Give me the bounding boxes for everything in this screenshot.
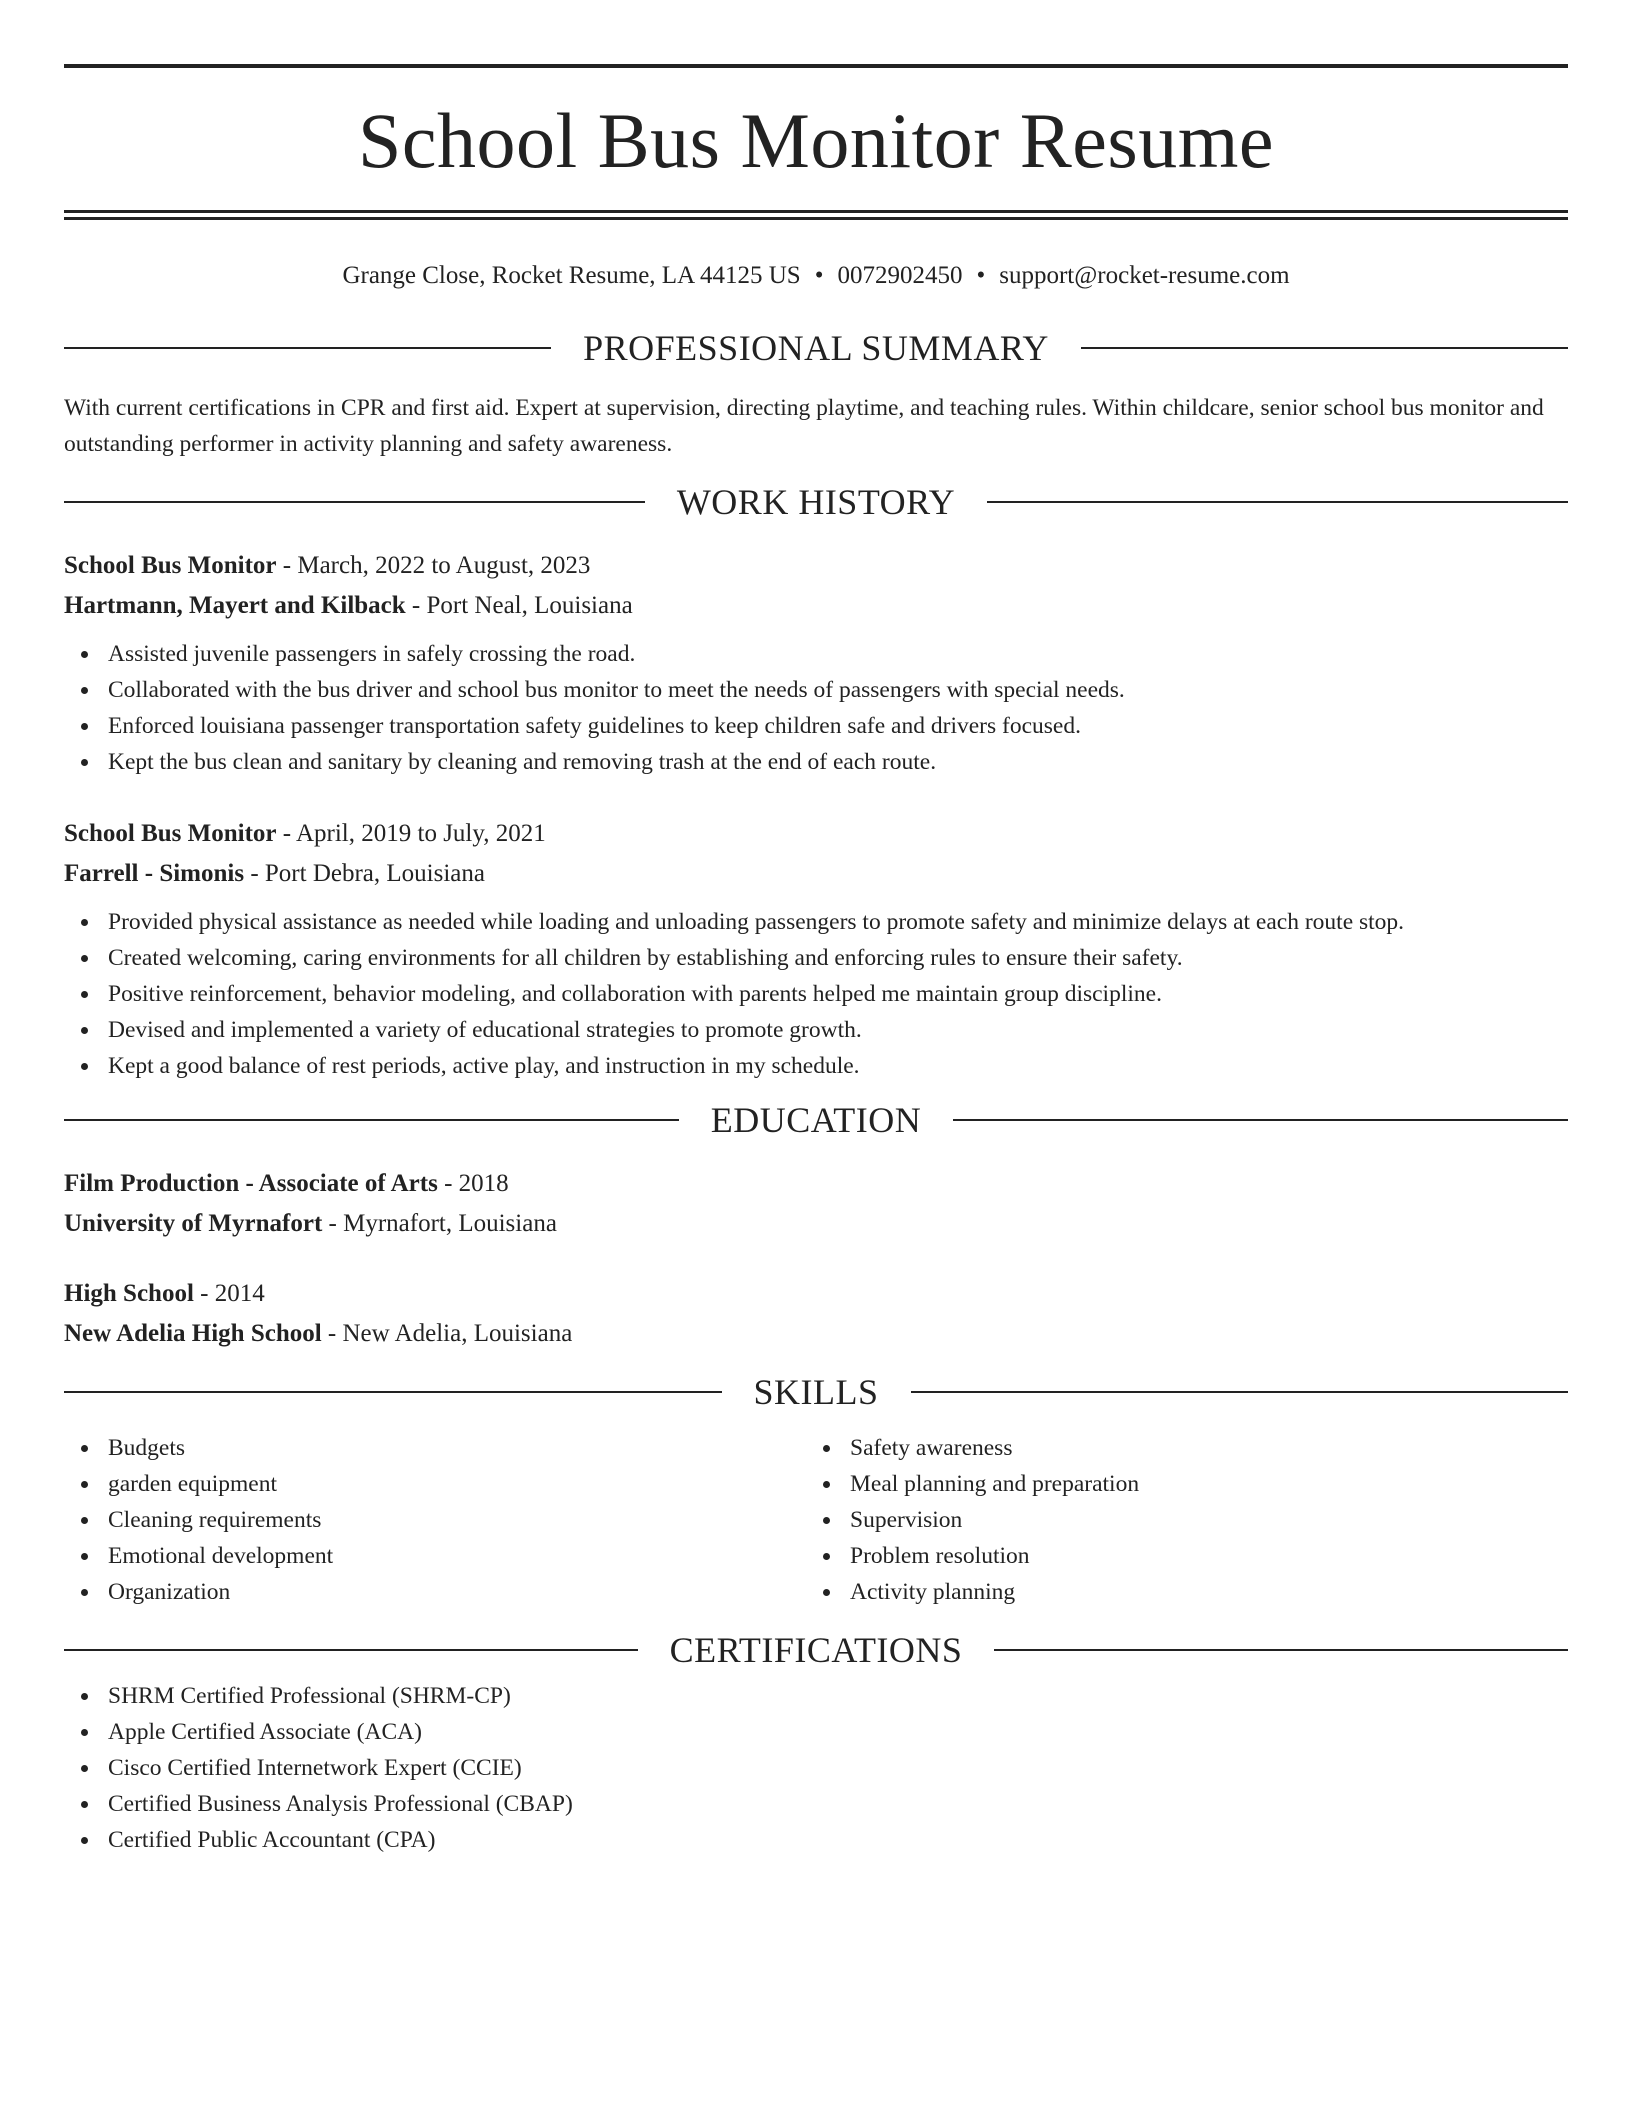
contact-line: [64, 256, 1568, 296]
title-double-rule: [64, 210, 1568, 220]
job-company-line: [64, 854, 1568, 894]
job-location: - Port Neal, Louisiana: [405, 592, 633, 619]
list-item: Positive reinforcement, behavior modeling, and collaboration with parents helped me maintain group discipline.: [64, 976, 1568, 1012]
degree: High School: [64, 1280, 194, 1307]
section-heading-work-history: [64, 484, 1568, 520]
heading-rule-left: [64, 1649, 638, 1651]
list-item: Budgets: [64, 1430, 806, 1466]
school-location: - Myrnafort, Louisiana: [322, 1210, 557, 1237]
section-title: EDUCATION: [710, 1100, 922, 1140]
degree-line: [64, 1274, 1568, 1314]
heading-rule-right: [994, 1649, 1568, 1651]
job-bullets: [64, 636, 1568, 780]
contact-address: Grange Close, Rocket Resume, LA 44125 US: [342, 262, 801, 289]
list-item: Provided physical assistance as needed while loading and unloading passengers to promote safety and minimize delays at each route stop.: [64, 904, 1568, 940]
certifications-list: [64, 1678, 1568, 1858]
job-location: - Port Debra, Louisiana: [244, 860, 485, 887]
job-company: Hartmann, Mayert and Kilback: [64, 592, 406, 619]
skills-grid: [64, 1420, 1568, 1610]
section-heading-summary: [64, 330, 1568, 366]
job-dates: - March, 2022 to August, 2023: [276, 552, 591, 579]
school-line: [64, 1204, 1568, 1244]
list-item: Supervision: [806, 1502, 1548, 1538]
contact-separator: •: [814, 262, 824, 289]
list-item: Kept the bus clean and sanitary by cleaning and removing trash at the end of each route.: [64, 744, 1568, 780]
job-title: School Bus Monitor: [64, 820, 277, 847]
section-heading-skills: [64, 1374, 1568, 1410]
contact-separator: •: [976, 262, 986, 289]
section-title: WORK HISTORY: [676, 482, 956, 522]
top-rule: [64, 64, 1568, 68]
heading-rule-right: [987, 501, 1568, 503]
list-item: Kept a good balance of rest periods, active play, and instruction in my schedule.: [64, 1048, 1568, 1084]
list-item: Devised and implemented a variety of educational strategies to promote growth.: [64, 1012, 1568, 1048]
list-item: garden equipment: [64, 1466, 806, 1502]
skills-column-left: [64, 1430, 806, 1610]
heading-rule-right: [953, 1119, 1568, 1121]
skills-column-right: [806, 1430, 1548, 1610]
job-company-line: [64, 586, 1568, 626]
list-item: Problem resolution: [806, 1538, 1548, 1574]
heading-rule-right: [1081, 347, 1568, 349]
list-item: Created welcoming, caring environments for all children by establishing and enforcing rules to ensure their safety.: [64, 940, 1568, 976]
list-item: Collaborated with the bus driver and school bus monitor to meet the needs of passengers with special needs.: [64, 672, 1568, 708]
resume-title: School Bus Monitor Resume: [357, 97, 1274, 184]
list-item: Organization: [64, 1574, 806, 1610]
section-title: PROFESSIONAL SUMMARY: [583, 328, 1049, 368]
heading-rule-left: [64, 347, 551, 349]
section-title: CERTIFICATIONS: [669, 1630, 963, 1670]
list-item: Enforced louisiana passenger transportation safety guidelines to keep children safe and drivers focused.: [64, 708, 1568, 744]
grad-year: - 2018: [437, 1170, 509, 1197]
education-entry: [64, 1274, 1568, 1354]
list-item: Apple Certified Associate (ACA): [64, 1714, 1568, 1750]
list-item: Meal planning and preparation: [806, 1466, 1548, 1502]
section-heading-certifications: [64, 1632, 1568, 1668]
grad-year: - 2014: [193, 1280, 265, 1307]
summary-text: With current certifications in CPR and first aid. Expert at supervision, directing playtime, and teaching rules. Within childcare, senior school bus monitor and outstanding performer in activity planning and safety awareness.: [64, 395, 1544, 457]
school-name: New Adelia High School: [64, 1320, 322, 1347]
job-bullets: [64, 904, 1568, 1084]
section-title: SKILLS: [753, 1372, 879, 1412]
job-entry: [64, 814, 1568, 1084]
section-heading-education: [64, 1102, 1568, 1138]
degree-line: [64, 1164, 1568, 1204]
contact-email[interactable]: support@rocket-resume.com: [999, 262, 1290, 289]
heading-rule-right: [911, 1391, 1569, 1393]
list-item: Cisco Certified Internetwork Expert (CCIE): [64, 1750, 1568, 1786]
list-item: SHRM Certified Professional (SHRM-CP): [64, 1678, 1568, 1714]
job-title: School Bus Monitor: [64, 552, 277, 579]
list-item: Assisted juvenile passengers in safely crossing the road.: [64, 636, 1568, 672]
heading-rule-left: [64, 1119, 679, 1121]
school-location: - New Adelia, Louisiana: [321, 1320, 573, 1347]
list-item: Safety awareness: [806, 1430, 1548, 1466]
heading-rule-left: [64, 1391, 722, 1393]
education-entry: [64, 1164, 1568, 1244]
resume-page: [64, 64, 1568, 1858]
heading-rule-left: [64, 501, 645, 503]
job-dates: - April, 2019 to July, 2021: [276, 820, 546, 847]
job-title-line: [64, 814, 1568, 854]
job-company: Farrell - Simonis: [64, 860, 245, 887]
list-item: Certified Business Analysis Professional (CBAP): [64, 1786, 1568, 1822]
contact-phone: 0072902450: [837, 262, 963, 289]
list-item: Activity planning: [806, 1574, 1548, 1610]
job-title-line: [64, 546, 1568, 586]
list-item: Emotional development: [64, 1538, 806, 1574]
degree: Film Production - Associate of Arts: [64, 1170, 438, 1197]
school-name: University of Myrnafort: [64, 1210, 323, 1237]
job-entry: [64, 546, 1568, 780]
list-item: Cleaning requirements: [64, 1502, 806, 1538]
school-line: [64, 1314, 1568, 1354]
list-item: Certified Public Accountant (CPA): [64, 1822, 1568, 1858]
